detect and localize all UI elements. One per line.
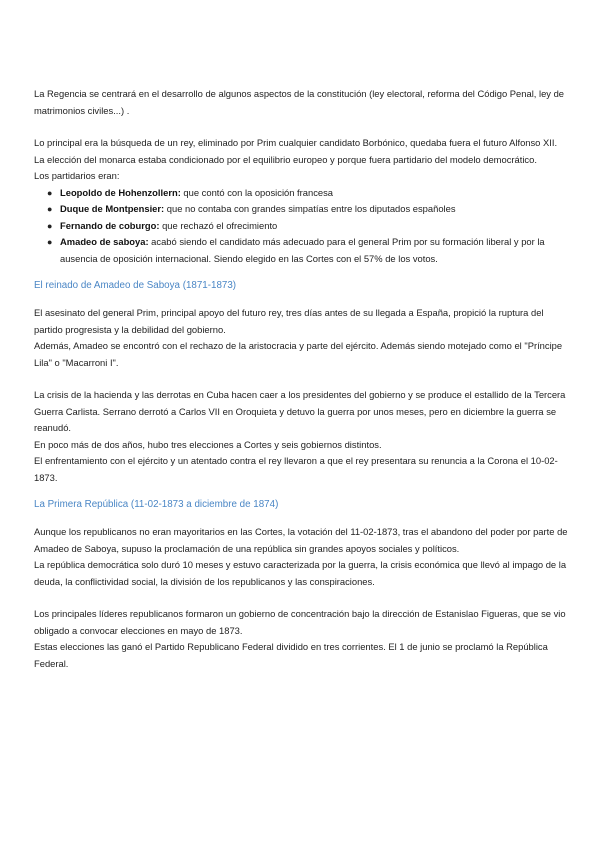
list-item — [47, 234, 572, 267]
paragraph-asesinato-prim: El asesinato del general Prim, principal apoyo del futuro rey, tres días antes de su llegada a España, propició la ruptura del partido progresista y la debilidad del gobierno. — [34, 307, 544, 335]
list-item — [47, 218, 572, 235]
bullet-icon: ● — [47, 204, 53, 214]
paragraph-rechazo-aristocracia: Además, Amadeo se encontró con el rechazo de la aristocracia y parte del ejército. Además siendo motejado como el "Príncipe Lila" o "Macarroni I". — [34, 340, 563, 368]
paragraph-republica-democratica: La república democrática solo duró 10 meses y estuvo caracterizada por la guerra, la crisis económica que llevó al impago de la deuda, la conflictividad social, la división de los republicanos y las conspiraciones. — [34, 559, 567, 587]
heading-primera-republica: La Primera República (11-02-1873 a diciembre de 1874) — [34, 499, 279, 510]
candidate-text: que rechazó el ofrecimiento — [159, 219, 278, 231]
candidates-list — [34, 185, 572, 268]
candidate-text: que contó con la oposición francesa — [180, 186, 334, 198]
candidate-name: Amadeo de saboya: — [60, 236, 149, 247]
bullet-icon: ● — [47, 220, 53, 231]
paragraph-regencia: La Regencia se centrará en el desarrollo de algunos aspectos de la constitución (ley electoral, reforma del Código Penal, ley de matrimonios civiles...) . — [34, 88, 564, 116]
paragraph-lideres: Los principales líderes republicanos formaron un gobierno de concentración bajo la dirección de Estanislao Figueras, que se vio obligado a convocar elecciones en mayo de 1873. — [34, 608, 566, 636]
paragraph-renuncia: El enfrentamiento con el ejército y un atentado contra el rey llevaron a que el rey presentara su renuncia a la Corona el 10-02-1873. — [34, 455, 558, 483]
heading-reinado-amadeo: El reinado de Amadeo de Saboya (1871-1873) — [34, 280, 237, 291]
candidate-text: que no contaba con grandes simpatías entre los diputados españoles — [164, 203, 456, 214]
paragraph-elecciones: En poco más de dos años, hubo tres elecciones a Cortes y seis gobiernos distintos. — [34, 438, 382, 450]
bullet-icon: ● — [47, 187, 53, 198]
paragraph-busqueda-rey: Lo principal era la búsqueda de un rey, eliminado por Prim cualquier candidato Borbónico, quedaba fuera el futuro Alfonso XII. — [34, 137, 558, 148]
paragraph-republica-federal: Estas elecciones las ganó el Partido Republicano Federal dividido en tres corrientes. El 1 de junio se proclamó la República Federal. — [34, 641, 548, 669]
paragraph-crisis-hacienda: La crisis de la hacienda y las derrotas en Cuba hacen caer a los presidentes del gobierno y se produce el estallido de la Tercera Guerra Carlista. Serrano derrotó a Carlos VII en Oroquieta y detuvo la guerra por unos meses, pero en diciembre la guerra se reanudó. — [34, 389, 566, 433]
candidate-name: Fernando de coburgo: — [60, 219, 160, 231]
list-item — [47, 201, 572, 218]
paragraph-eleccion-monarca: La elección del monarca estaba condicionado por el equilibrio europeo y porque fuera partidario del modelo democrático. — [34, 153, 537, 165]
paragraph-proclamacion: Aunque los republicanos no eran mayoritarios en las Cortes, la votación del 11-02-1873, tras el abandono del poder por parte de Amadeo de Saboya, supuso la proclamación de una república sin grandes apoyos sociales y políticos. — [34, 526, 568, 554]
paragraph-partidarios: Los partidarios eran: — [34, 170, 120, 181]
candidate-text: acabó siendo el candidato más adecuado para el general Prim por su formación liberal y por la ausencia de oposición internacional. Siendo elegido en las Cortes con el 57% de los votos. — [60, 236, 545, 264]
bullet-icon: ● — [47, 237, 53, 247]
candidate-name: Leopoldo de Hohenzollern: — [60, 186, 181, 198]
list-item — [47, 185, 572, 202]
candidate-name: Duque de Montpensier: — [60, 203, 165, 214]
